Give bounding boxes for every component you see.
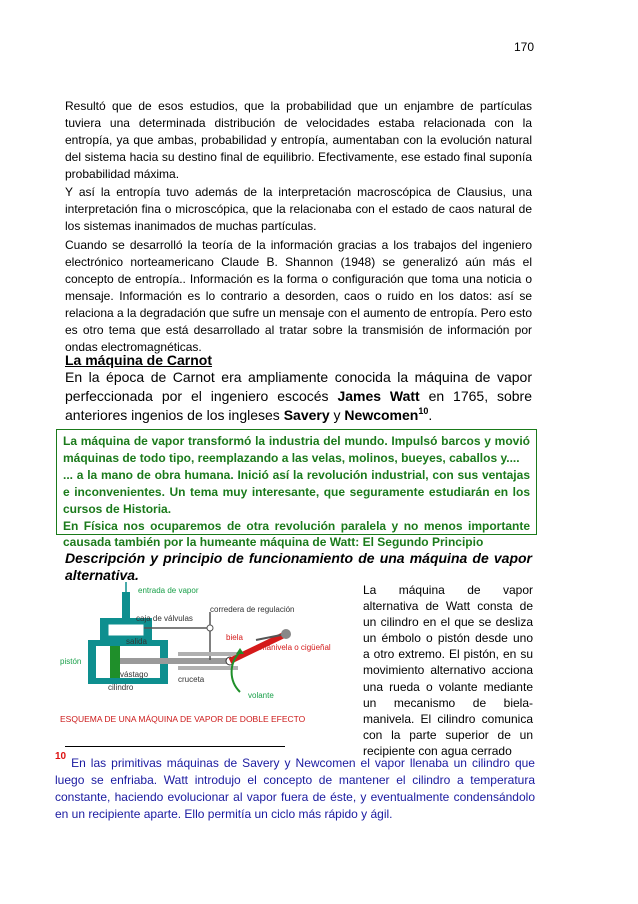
label-piston: pistón <box>60 657 82 666</box>
footnote-number: 10 <box>55 751 67 762</box>
footnote-text: En las primitivas máquinas de Savery y Newcomen el vapor llenaba un cilindro que luego se enfriaba. Watt introdujo el concepto de mantener el cilindro a temperatura constante, haciendo evolucionar al vapor fuera de éste, y eventualmente condensándolo en un recipiente aparte. Ello permitía un ciclo más rápido y ágil. <box>55 756 535 821</box>
label-biela: biela <box>226 633 243 642</box>
paragraph-microscopic: Y así la entropía tuvo además de la interpretación macroscópica de Clausius, una interpretación fina o microscópica, que la relacionaba con el estado de caos natural de los sistemas inanimados de muchas partículas. <box>65 185 532 233</box>
piston <box>110 646 120 678</box>
label-corredera: corredera de regulación <box>210 605 295 614</box>
highlight-line-1: La máquina de vapor transformó la industria del mundo. Impulsó barcos y movió máquinas de todo tipo, reemplazando a las velas, molinos, bueyes, caballos y.... <box>63 434 530 465</box>
highlight-box <box>56 429 537 550</box>
highlight-line-3: En Física nos ocuparemos de otra revolución paralela y no menos importante causada también por la humeante máquina de Watt: El Segundo Principio <box>63 518 530 550</box>
piston-rod <box>120 658 230 664</box>
crank-pin <box>281 629 291 639</box>
description-title: Descripción y principio de funcionamiento de una máquina de vapor alternativa. <box>65 550 532 583</box>
highlight-line-2: ... a la mano de obra humana. Inició así la revolución industrial, con sus ventajas e inconvenientes. Un tema muy interesante, que seguramente estudiarán en los cursos de Historia. <box>63 467 530 516</box>
footnote-separator <box>65 746 285 747</box>
intro-part1: En la época de Carnot era ampliamente conocida la máquina de vapor perfeccionada por el ingeniero escocés <box>65 369 532 404</box>
label-manivela: manivela o cigüeñal <box>260 643 331 652</box>
label-cruceta: cruceta <box>178 675 205 684</box>
diagram-caption: ESQUEMA DE UNA MÁQUINA DE VAPOR DE DOBLE EFECTO <box>60 714 306 724</box>
crosshead-guide-top <box>178 652 238 656</box>
paragraph-information: Cuando se desarrolló la teoría de la información gracias a los trabajos del ingeniero electrónico norteamericano Claude B. Shannon (1948) se generalizó aún más el concepto de entropía.. Información es la forma o configuración que toma una noticia o mensaje. Información es lo contrario a desorden, caos o ruido en los datos: así se relaciona a la degradación que sufre un mensaje con el aumento de entropía. Pero esto es otro tema que está desarrollado al tratar sobre la transmisión de información por ondas electromagnéticas. <box>65 238 532 354</box>
footnote-reference[interactable]: 10 <box>418 406 429 416</box>
crosshead-guide-bottom <box>178 666 238 670</box>
steam-inlet-pipe <box>122 592 130 620</box>
newcomen-name: Newcomen <box>344 407 419 423</box>
savery-name: Savery <box>283 407 330 423</box>
section-title: La máquina de Carnot <box>65 352 213 368</box>
flywheel-arrowhead <box>236 648 244 654</box>
page-number: 170 <box>513 40 534 54</box>
label-vastago: vástago <box>120 670 149 679</box>
regulation-pivot <box>207 625 213 631</box>
label-volante: volante <box>248 691 274 700</box>
label-entrada: entrada de vapor <box>138 586 199 595</box>
label-cilindro: cilindro <box>108 683 134 692</box>
label-caja: caja de válvulas <box>136 614 193 623</box>
footnote <box>55 751 535 823</box>
intro-part2: en 1765, sobre anteriores ingenios de los ingleses <box>65 388 532 423</box>
intro-and: y <box>329 407 345 423</box>
watt-name: James Watt <box>337 388 420 404</box>
side-description: La máquina de vapor alternativa de Watt consta de un cilindro en el que se desliza un émbolo o pistón desde uno a otro extremo. El pistón, en su movimiento alternativo acciona una rueda o volante mediante un mecanismo de biela-manivela. El cilindro comunica con la parte superior de un recipiente con agua cerrado <box>363 583 533 758</box>
steam-engine-diagram <box>60 582 360 742</box>
label-salida: salida <box>126 637 147 646</box>
intro-paragraph <box>65 368 532 425</box>
paragraph-probability: Resultó que de esos estudios, que la probabilidad que un enjambre de partículas tuviera una determinada distribución de velocidades estaba relacionada con la entropía, ya que ambas, probabilidad y entropía, aumentaban con la evolución natural del sistema hacia su destino final de equilibrio. Efectivamente, ese estado final suponía probabilidad máxima. <box>65 99 532 181</box>
intro-end: . <box>428 407 433 423</box>
valve-box-inner <box>108 624 144 636</box>
